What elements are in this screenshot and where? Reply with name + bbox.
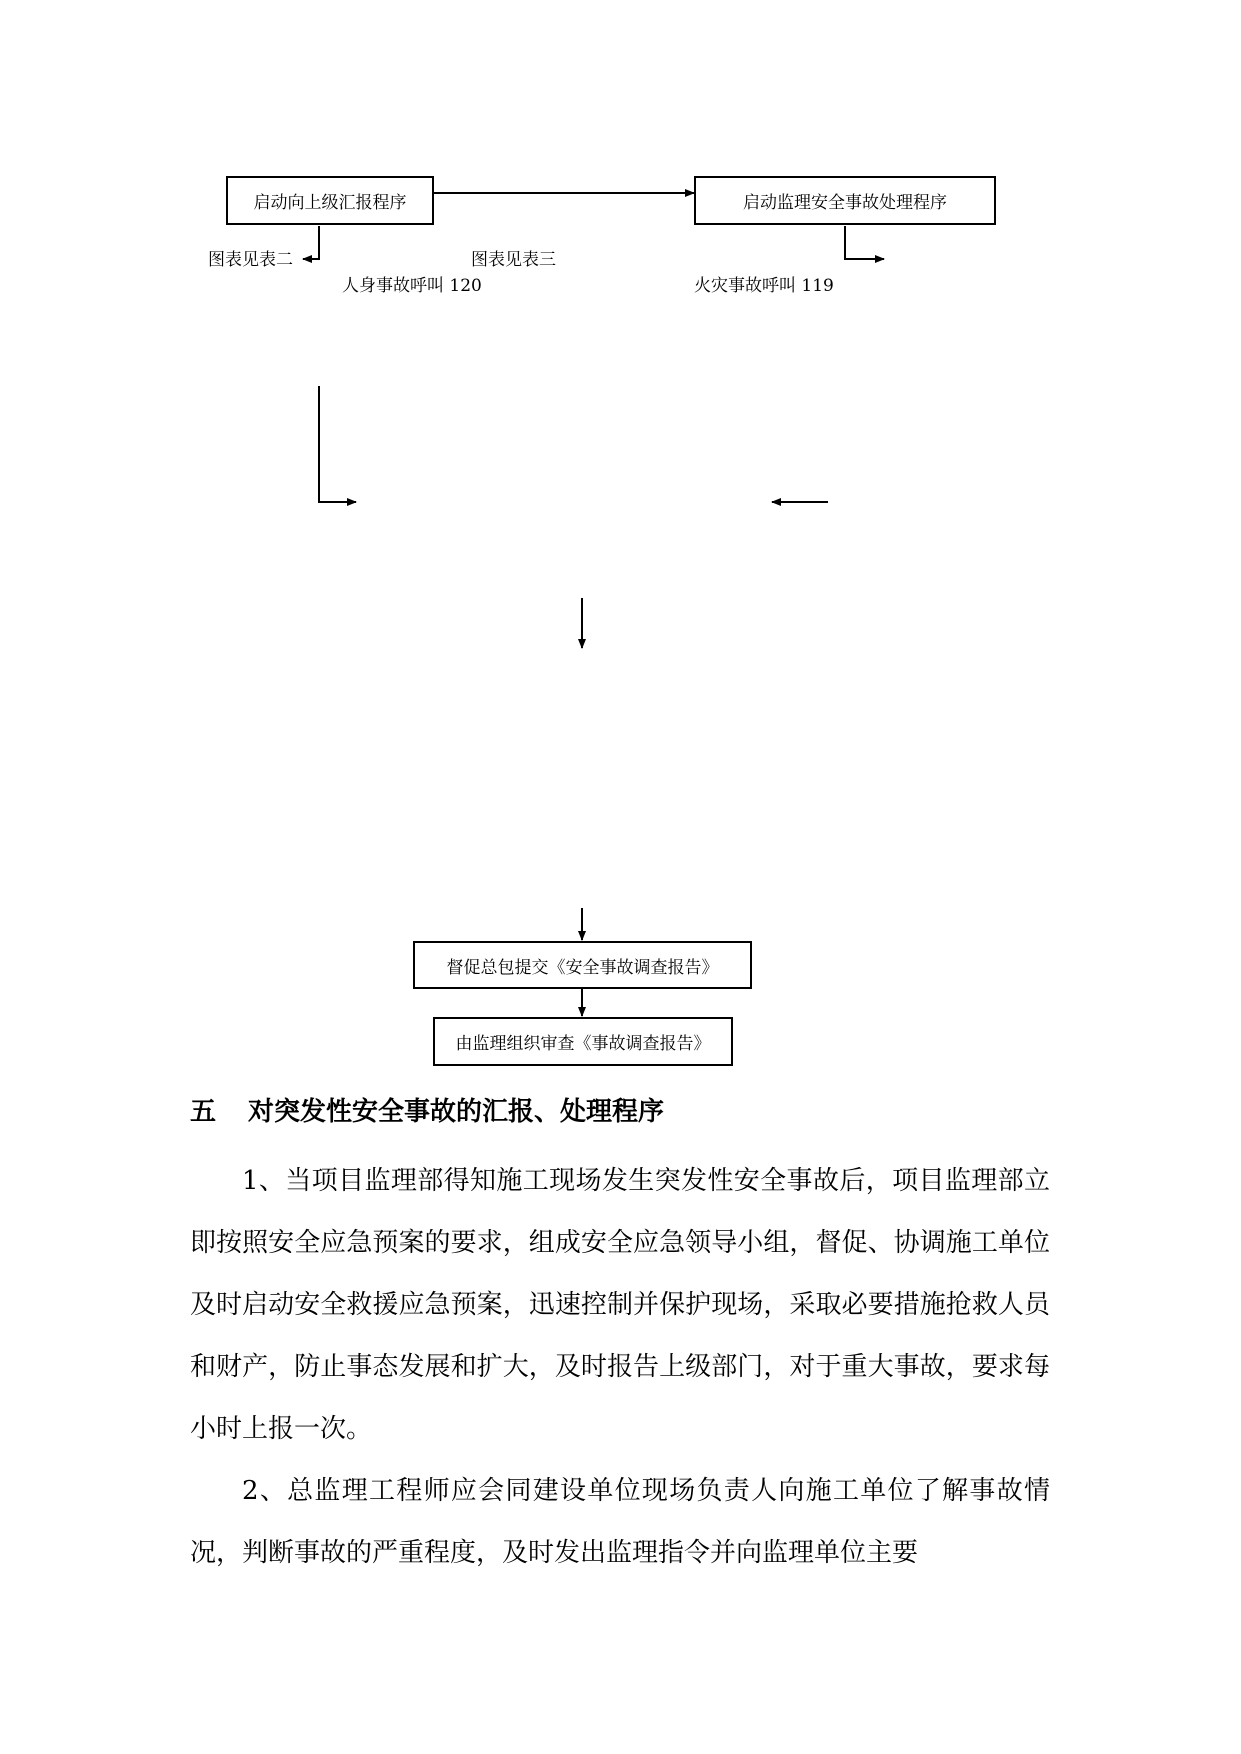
section-number: 五 — [190, 1097, 217, 1127]
section-title: 对突发性安全事故的汇报、处理程序 — [248, 1097, 665, 1127]
arrow-left-box-down — [303, 226, 319, 259]
paragraph-2: 2、总监理工程师应会同建设单位现场负责人向施工单位了解事故情况，判断事故的严重程度，及时发出监理指令并向监理单位主要 — [190, 1476, 1050, 1568]
label-call-120: 人身事故呼叫 120 — [342, 276, 482, 296]
box-submit-report: 督促总包提交《安全事故调查报告》 — [413, 941, 752, 989]
section-heading — [190, 1092, 664, 1132]
label-call-119: 火灾事故呼叫 119 — [694, 276, 834, 296]
paragraph-1: 1、当项目监理部得知施工现场发生突发性安全事故后，项目监理部立即按照安全应急预案的要求，组成安全应急领导小组，督促、协调施工单位及时启动安全救援应急预案，迅速控制并保护现场，采取必要措施抢救人员和财产，防止事态发展和扩大，及时报告上级部门，对于重大事故，要求每小时上报一次。 — [190, 1166, 1050, 1444]
label-chart-three: 图表见表三 — [471, 250, 556, 270]
box-supervision-procedure: 启动监理安全事故处理程序 — [694, 176, 996, 225]
box-review-report: 由监理组织审查《事故调查报告》 — [433, 1017, 733, 1066]
label-chart-two: 图表见表二 — [208, 250, 293, 270]
arrow-left-elbow — [319, 386, 356, 502]
box-report-upward: 启动向上级汇报程序 — [226, 176, 434, 225]
arrow-right-box-down — [845, 226, 884, 259]
